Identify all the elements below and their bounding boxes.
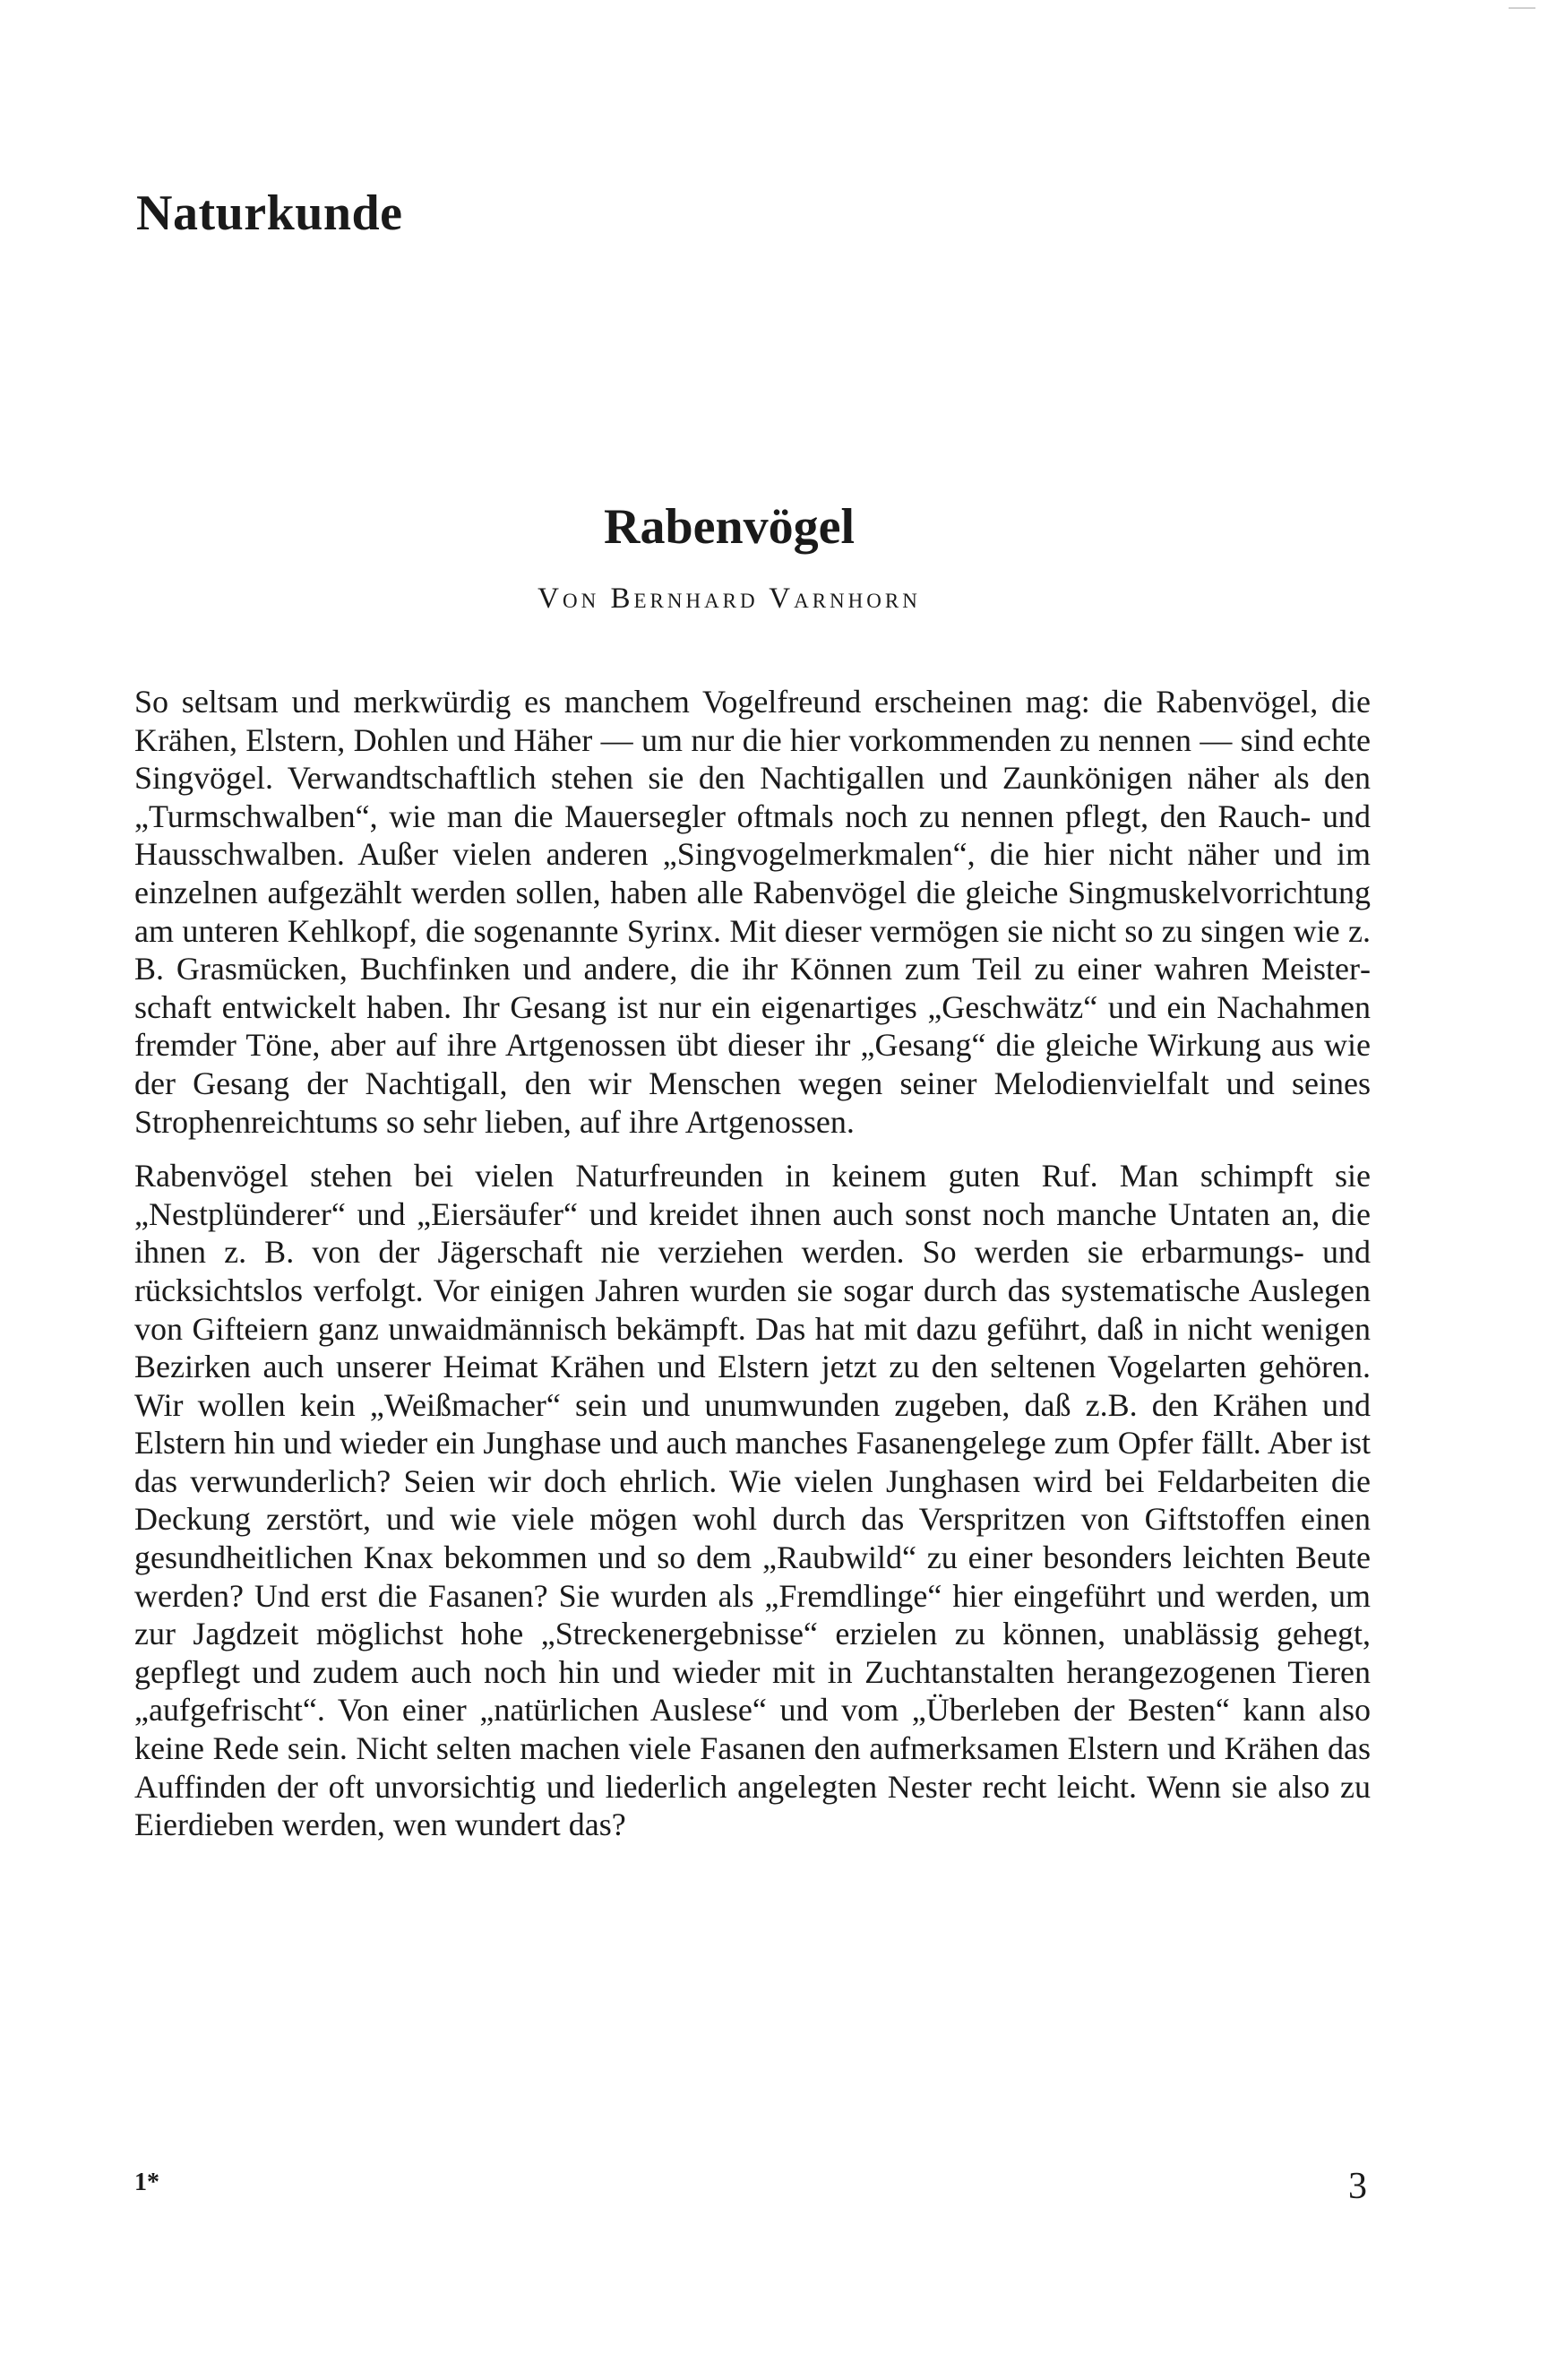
article-byline: Von Bernhard Varnhorn: [538, 582, 921, 615]
section-title: Naturkunde: [136, 185, 403, 241]
article-body: [134, 683, 1371, 1844]
scan-corner-mark: [1509, 7, 1535, 9]
paragraph: Rabenvögel stehen bei vielen Naturfreunden in keinem guten Ruf. Man schimpft sie „Nestplünderer“ und „Eiersäufer“ und kreidet ihnen auch sonst noch manche Untaten an, die ihnen z. B. von der Jägerschaft nie verziehen werden. So werden sie erbarmungs- und rücksichtslos verfolgt. Vor einigen Jahren wurden sie sogar durch das systematische Auslegen von Gifteiern ganz unwaidmännisch bekämpft. Das hat mit dazu geführt, daß in nicht wenigen Bezirken auch unserer Heimat Krähen und Elstern jetzt zu den seltenen Vogelarten gehören. Wir wollen kein „Weißmacher“ sein und unumwunden zugeben, daß z.B. den Krähen und Elstern hin und wieder ein Junghase und auch manches Fasanengelege zum Opfer fällt. Aber ist das verwunderlich? Seien wir doch ehrlich. Wie vielen Junghasen wird bei Feldarbeiten die Deckung zerstört, und wie viele mögen wohl durch das Verspritzen von Giftstoffen einen gesundheitlichen Knax bekommen und so dem „Raubwild“ zu einer besonders leichten Beute werden? Und erst die Fasanen? Sie wurden als „Fremdlinge“ hier eingeführt und werden, um zur Jagdzeit möglichst hohe „Streckenergebnisse“ erzielen zu können, unablässig gehegt, gepflegt und zudem auch noch hin und wieder mit in Zuchtanstalten herangezogenen Tieren „aufgefrischt“. Von einer „natürlichen Auslese“ und vom „Überleben der Besten“ kann also keine Rede sein. Nicht selten machen viele Fasanen den aufmerksamen Elstern und Krähen das Auffinden der oft unvorsichtig und liederlich angelegten Nester recht leicht. Wenn sie also zu Eierdieben werden, wen wundert das?: [134, 1158, 1371, 1843]
signature-mark: 1*: [134, 2169, 159, 2196]
page-number: 3: [1348, 2166, 1367, 2207]
article-title: Rabenvögel: [604, 499, 855, 555]
paragraph: So seltsam und merkwürdig es manchem Vogelfreund erscheinen mag: die Rabenvögel, die Krähen, Elstern, Dohlen und Häher — um nur die hier vorkommenden zu nennen — sind echte Singvögel. Verwandtschaftlich stehen sie den Nachtigallen und Zaunkönigen näher als den „Turmschwalben“, wie man die Mauersegler oftmals noch zu nennen pflegt, den Rauch- und Hausschwalben. Außer vielen anderen „Singvogelmerkmalen“, die hier nicht näher und im einzelnen aufgezählt werden sollen, haben alle Rabenvögel die gleiche Singmuskelvorrichtung am unteren Kehlkopf, die sogenannte Syrinx. Mit dieser vermögen sie nicht so zu singen wie z. B. Grasmücken, Buchfinken und andere, die ihr Können zum Teil zu einer wahren Meisterschaft entwickelt haben. Ihr Gesang ist nur ein eigenartiges „Geschwätz“ und ein Nachahmen fremder Töne, aber auf ihre Artgenossen übt dieser ihr „Gesang“ die gleiche Wirkung aus wie der Gesang der Nachtigall, den wir Menschen wegen seiner Melodienvielfalt und seines Strophenreichtums so sehr lieben, auf ihre Artgenossen.: [134, 684, 1371, 1140]
